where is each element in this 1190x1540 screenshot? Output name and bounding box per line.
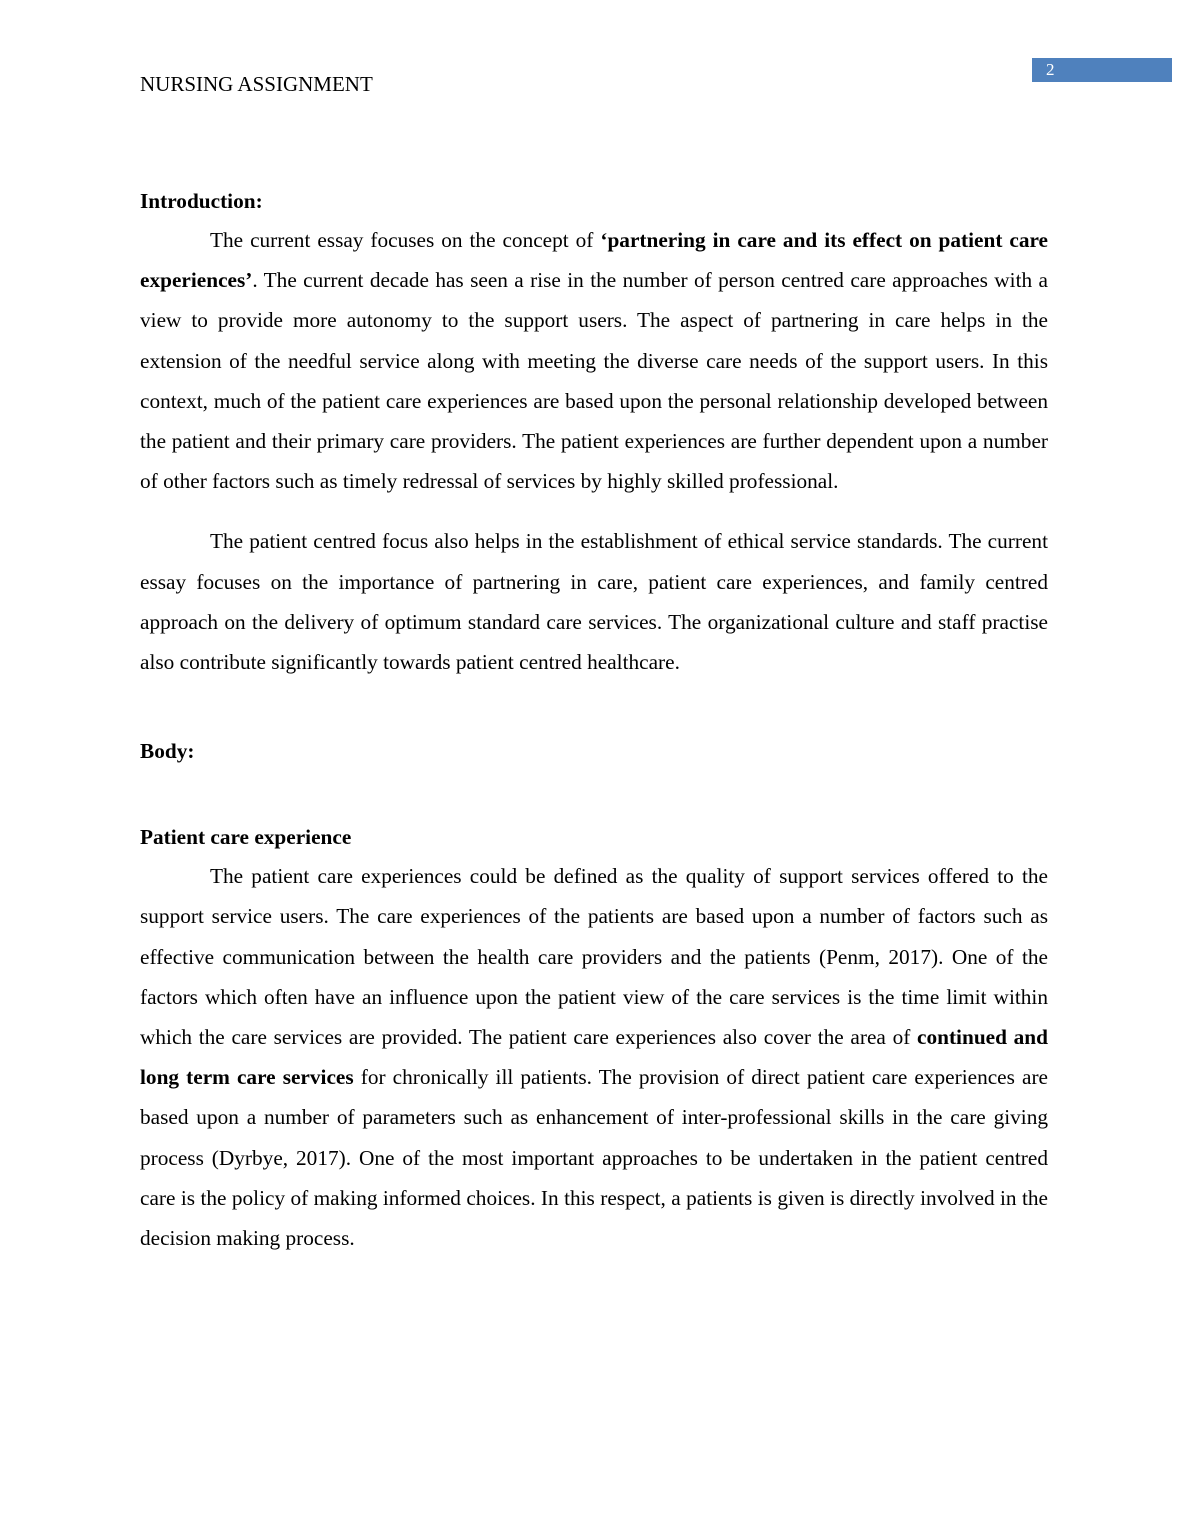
body-para1-bold: continued and long term care services [140,1025,1048,1090]
patient-care-experience-heading: Patient care experience [140,825,352,850]
intro-para1-rest: . The current decade has seen a rise in the number of person centred care approaches with a view to provide more autonomy to the support users. The aspect of partnering in care helps in the extension of the needful service along with meeting the diverse care needs of the support users. In this context, much of the patient care experiences are based upon the personal relationship developed between the patient and their primary care providers. The patient experiences are further dependent upon a number of other factors such as timely redressal of services by highly skilled professional. [140,268,1048,494]
intro-para1-lead: The current essay focuses on the concept of [210,228,601,252]
body-para1-lead: The patient care experiences could be defined as the quality of support services offered to the support service users. The care experiences of the patients are based upon a number of factors such as effective communication between the health care providers and the patients (Penm, 2017). One of the factors which often have an influence upon the patient view of the care services is the time limit within which the care services are provided. The patient care experiences also cover the area of [140,864,1048,1050]
body-para1-rest: for chronically ill patients. The provision of direct patient care experiences are based upon a number of parameters such as enhancement of inter-professional skills in the care giving process (Dyrbye, 2017). One of the most important approaches to be undertaken in the patient centred care is the policy of making informed choices. In this respect, a patients is given is directly involved in the decision making process. [140,1065,1049,1251]
introduction-paragraph-1 [140,220,1048,501]
intro-para1-bold: ‘partnering in care and its effect on patient care experiences’ [140,228,1048,293]
page-number: 2 [1046,60,1055,79]
page-number-box [1032,58,1172,82]
document-body [140,184,1048,1258]
running-head: NURSING ASSIGNMENT [140,72,373,96]
body-paragraph-1 [140,856,1048,1258]
introduction-heading: Introduction: [140,189,263,213]
body-heading: Body: [140,739,195,764]
introduction-paragraph-2: The patient centred focus also helps in the establishment of ethical service standards. The current essay focuses on the importance of partnering in care, patient care experiences, and family centred approach on the delivery of optimum standard care services. The organizational culture and staff practise also contribute significantly towards patient centred healthcare. [140,529,1048,675]
